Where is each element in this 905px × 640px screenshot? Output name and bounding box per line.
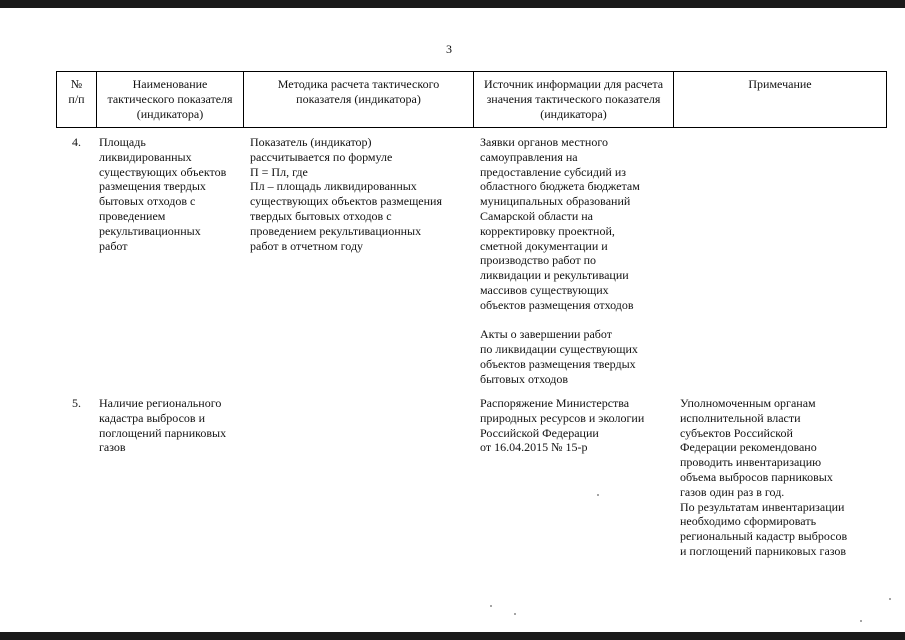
scan-speck — [514, 613, 516, 615]
text-line: Самарской области на — [480, 208, 593, 223]
column-divider — [886, 71, 887, 128]
text-line: необходимо сформировать — [680, 514, 817, 529]
text-line: По результатам инвентаризации — [680, 499, 845, 514]
text-line: областного бюджета бюджетам — [480, 179, 640, 194]
text-line: муниципальных образований — [480, 194, 631, 209]
text-line: Показатель (индикатор) — [250, 135, 372, 149]
indicator-name — [99, 135, 226, 253]
text-line: корректировку проектной, — [480, 223, 615, 238]
text-line: сметной документации и — [480, 238, 608, 253]
text-line: природных ресурсов и экологии — [480, 410, 645, 425]
text-line: ликвидации и рекультивации — [480, 268, 629, 283]
text-line: значения тактического показателя — [486, 91, 661, 106]
indicator-name — [99, 396, 226, 455]
text-line: и поглощений парниковых газов — [680, 543, 847, 558]
text-line: проводить инвентаризацию — [680, 455, 822, 470]
text-line: размещения твердых — [99, 179, 206, 194]
text-line — [480, 313, 640, 328]
table-header-bottom-border — [56, 127, 887, 128]
text-line: исполнительной власти — [680, 410, 801, 425]
text-line: проведением — [99, 208, 166, 223]
text-line: самоуправления на — [480, 149, 578, 164]
text-line: Площадь — [99, 135, 146, 149]
text-line: Пл – площадь ликвидированных — [250, 179, 417, 194]
text-line: № — [70, 77, 83, 91]
scan-speck — [490, 605, 492, 607]
text-line: Федерации рекомендовано — [680, 440, 817, 455]
header-information-source — [474, 77, 673, 121]
text-line: тактического показателя — [107, 91, 233, 106]
text-line: от 16.04.2015 № 15-р — [480, 440, 588, 455]
scan-edge-top — [0, 0, 905, 8]
header-calculation-method — [244, 77, 473, 107]
text-line: рассчитывается по формуле — [250, 149, 393, 164]
text-line: производство работ по — [480, 253, 597, 268]
text-line: объектов размещения твердых — [480, 356, 636, 371]
scan-speck — [597, 494, 599, 496]
scan-speck — [889, 598, 891, 600]
note — [680, 396, 847, 559]
scan-speck — [860, 620, 862, 622]
text-line: Распоряжение Министерства — [480, 396, 630, 410]
scan-edge-bottom — [0, 632, 905, 640]
information-source — [480, 135, 640, 387]
text-line: Уполномоченным органам — [680, 396, 816, 410]
text-line: предоставление субсидий из — [480, 164, 627, 179]
information-source — [480, 396, 644, 455]
calculation-method — [250, 135, 442, 253]
text-line: Наличие регионального — [99, 396, 222, 410]
text-line: ликвидированных — [99, 149, 192, 164]
text-line: бытовых отходов с — [99, 194, 196, 209]
text-line: (индикатора) — [136, 106, 204, 121]
text-line: массивов существующих — [480, 282, 609, 297]
text-line: газов — [99, 440, 126, 455]
text-line: Источник информации для расчета — [483, 77, 664, 91]
header-indicator-name — [97, 77, 243, 121]
text-line: бытовых отходов — [480, 371, 569, 386]
text-line: существующих объектов размещения — [250, 194, 442, 209]
text-line: Примечание — [748, 77, 812, 91]
text-line: газов один раз в год. — [680, 484, 785, 499]
row-number: 5. — [72, 396, 81, 410]
text-line: п/п — [68, 91, 85, 106]
text-line: проведением рекультивационных — [250, 223, 422, 238]
text-line: (индикатора) — [540, 106, 607, 121]
text-line: показателя (индикатора) — [296, 91, 421, 106]
header-note — [674, 77, 886, 92]
text-line: Российской Федерации — [480, 425, 599, 440]
text-line: по ликвидации существующих — [480, 342, 638, 357]
text-line: поглощений парниковых — [99, 425, 227, 440]
text-line: Акты о завершении работ — [480, 327, 612, 342]
text-line: рекультивационных — [99, 223, 201, 238]
text-line: объема выбросов парниковых — [680, 469, 833, 484]
text-line: работ — [99, 238, 128, 253]
header-number — [57, 77, 96, 107]
text-line: региональный кадастр выбросов — [680, 529, 848, 544]
text-line: кадастра выбросов и — [99, 410, 205, 425]
table-header-top-border — [56, 71, 887, 72]
text-line: Заявки органов местного — [480, 135, 608, 149]
text-line: существующих объектов — [99, 164, 227, 179]
page-number: 3 — [446, 42, 452, 56]
text-line: работ в отчетном году — [250, 238, 364, 253]
text-line: твердых бытовых отходов с — [250, 208, 392, 223]
text-line: Наименование — [132, 77, 208, 91]
text-line: Методика расчета тактического — [277, 77, 440, 91]
text-line: объектов размещения отходов — [480, 297, 634, 312]
text-line: П = Пл, где — [250, 164, 308, 179]
row-number: 4. — [72, 135, 81, 149]
text-line: субъектов Российской — [680, 425, 793, 440]
